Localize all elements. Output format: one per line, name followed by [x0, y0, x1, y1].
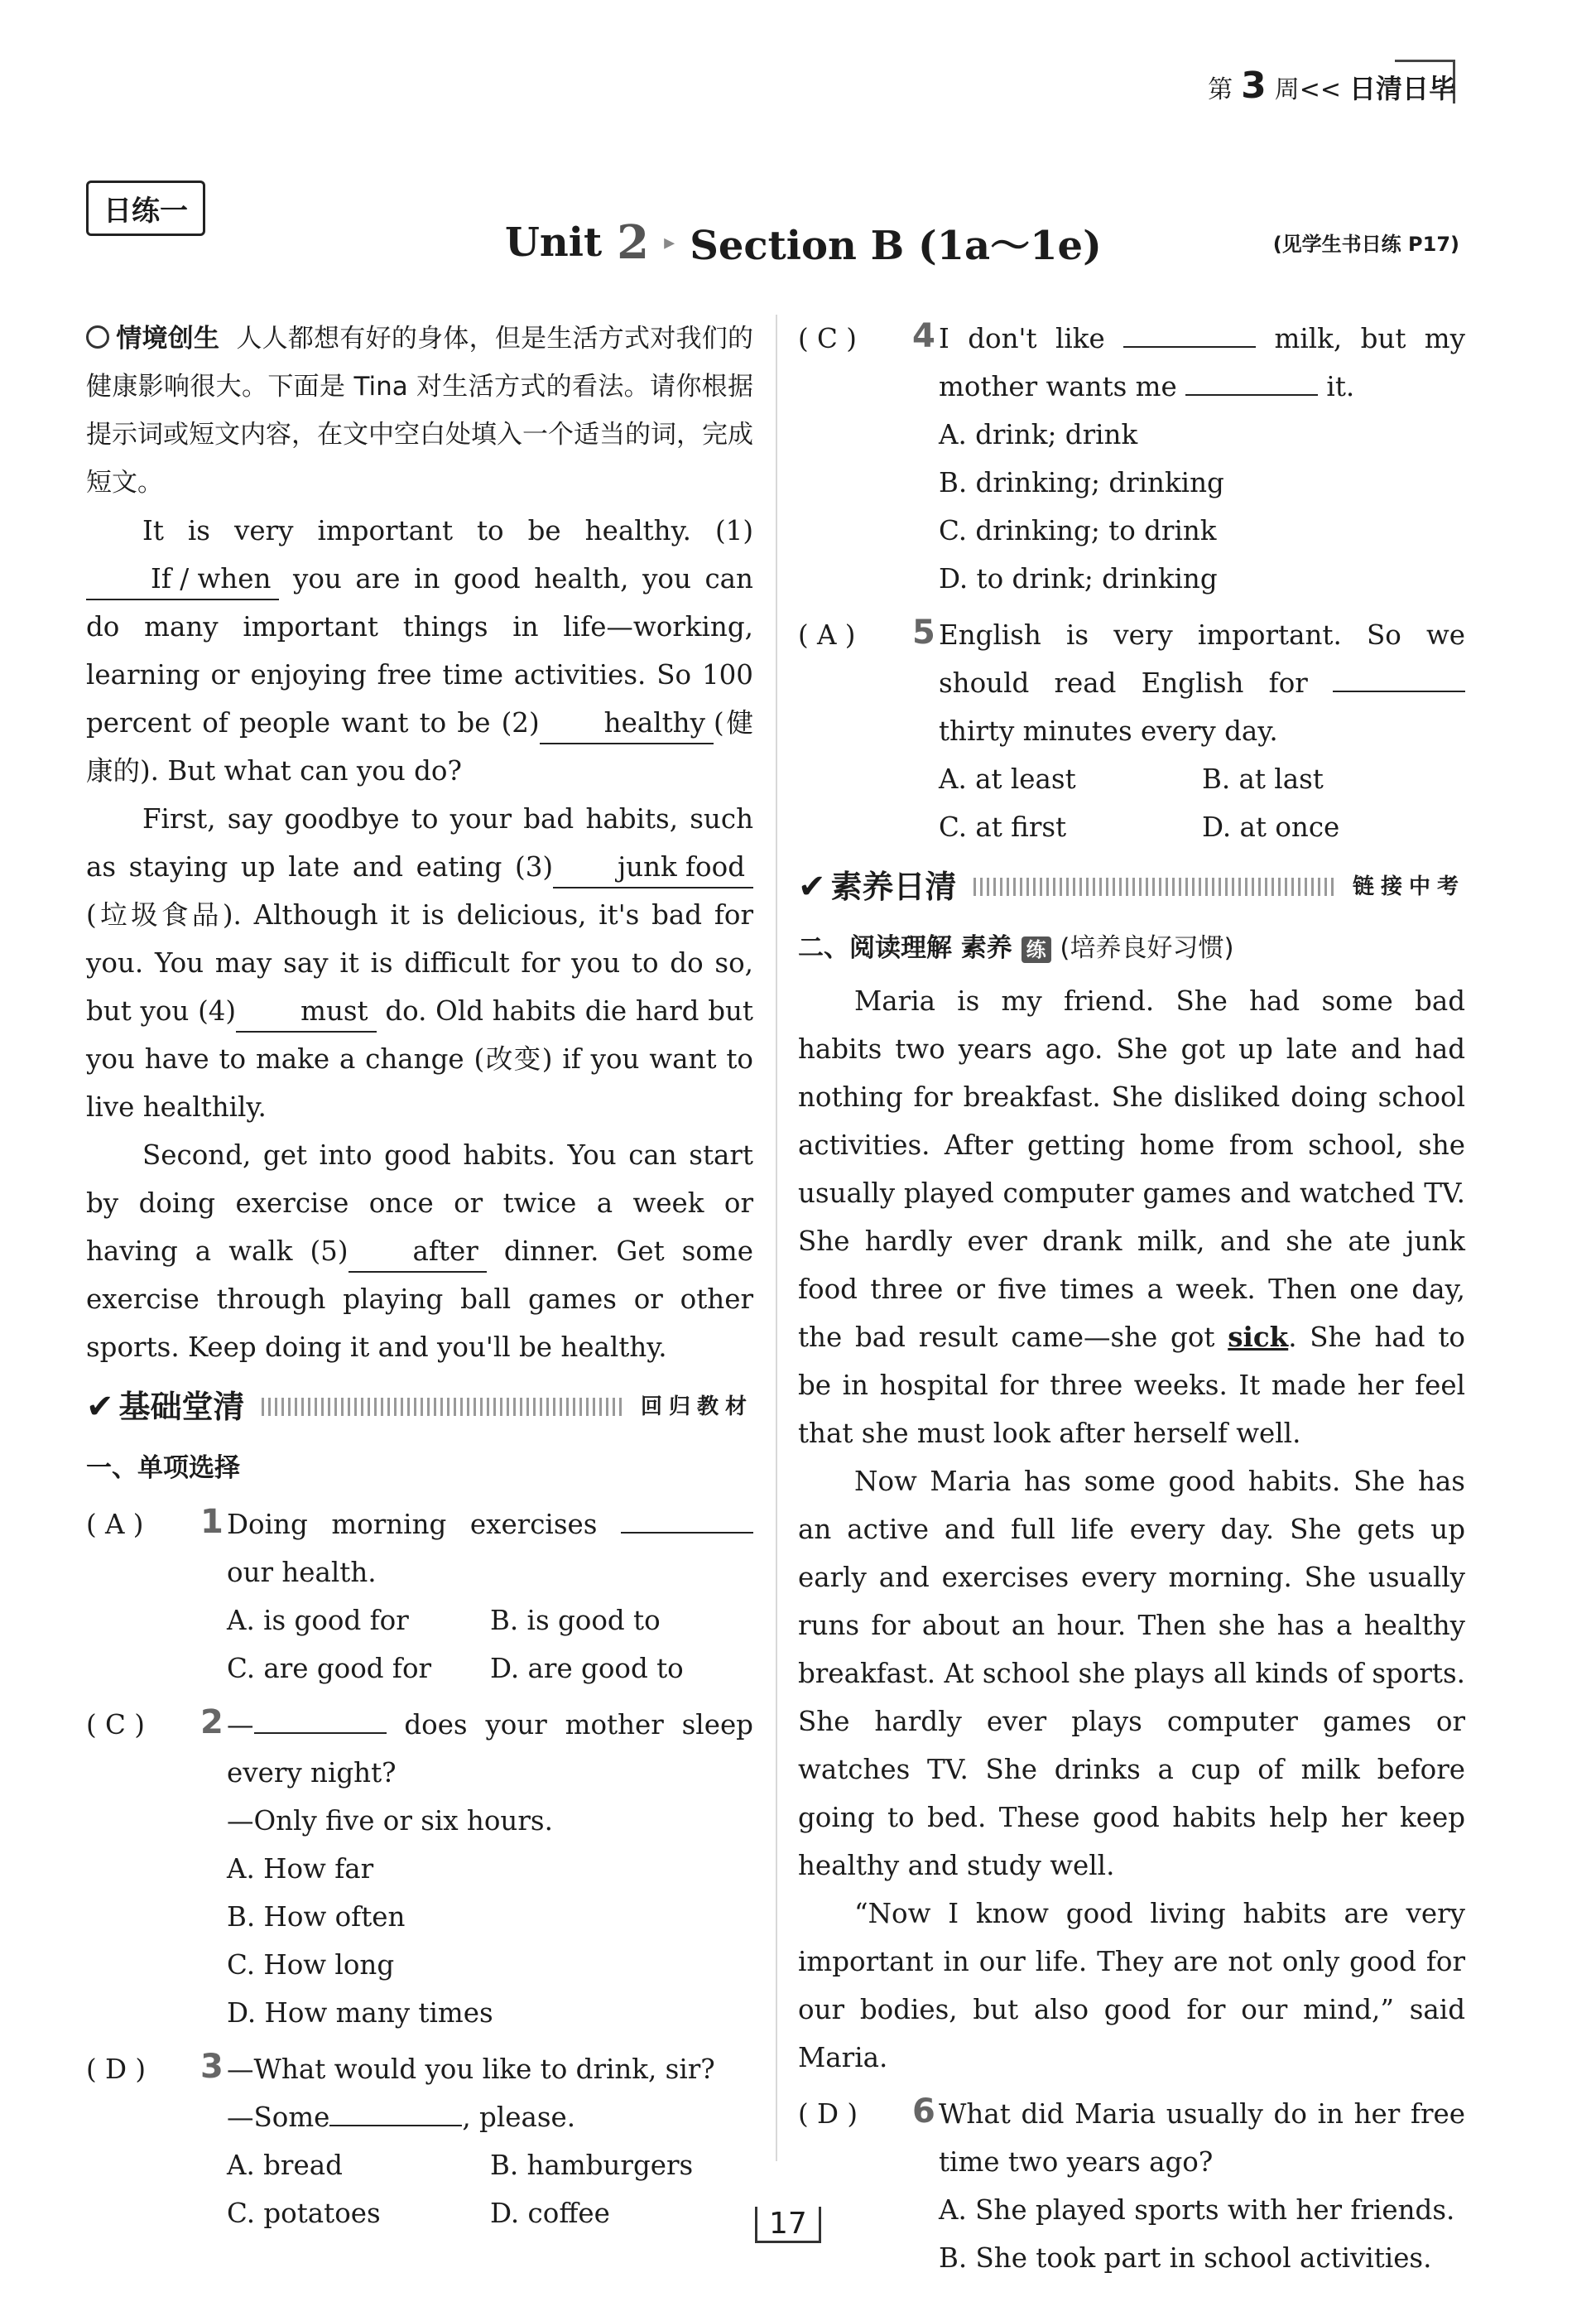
- answer-mark: ( C ): [798, 323, 857, 354]
- option-a: A. drink; drink: [939, 419, 1138, 450]
- answer-mark: ( D ): [86, 2054, 147, 2085]
- section-title: 基础堂清: [118, 1389, 245, 1425]
- reading-paragraph-3: “Now I know good living habits are very important in our life. They are not only good for our bodies, but also good for our mind,” said Maria.: [798, 1898, 1465, 2073]
- blank-answer-1: If / when: [86, 559, 279, 600]
- option-b: B. She took part in school activities.: [939, 2242, 1432, 2274]
- option-b: B. at last: [1202, 763, 1324, 795]
- check-icon: ✔: [798, 868, 826, 906]
- option-a: A. is good for: [227, 1605, 409, 1636]
- answer-mark: ( C ): [86, 1709, 145, 1741]
- options: [227, 1596, 753, 1692]
- options: [227, 2141, 753, 2237]
- blank-answer-5: after: [349, 1231, 487, 1273]
- option-a: A. She played sports with her friends.: [939, 2194, 1455, 2226]
- unit-number: 2: [617, 214, 650, 270]
- option-d: D. How many times: [227, 1997, 493, 2029]
- question-3: [86, 2045, 753, 2237]
- unit-title: [505, 214, 1102, 271]
- passage-text: (垃圾食品). Although it is delicious, it's bad for you. You may say it is difficult for you to do so, but you (4): [86, 899, 753, 1027]
- scene-intro: [86, 315, 753, 507]
- stem-text: , please.: [462, 2102, 576, 2133]
- blank-answer-4: must: [236, 991, 377, 1033]
- answer-blank: [1123, 346, 1256, 348]
- underlined-word: sick: [1228, 1321, 1289, 1353]
- left-column: [86, 315, 753, 2237]
- answer-blank: [329, 2125, 462, 2126]
- question-stem: What did Maria usually do in her free time two years ago?: [939, 2098, 1465, 2178]
- stem-text: English is very important. So we should read English for: [939, 619, 1465, 699]
- option-b: B. hamburgers: [490, 2150, 694, 2181]
- subhead-single-choice: 一、单项选择: [86, 1453, 240, 1483]
- stem-text: —: [227, 1709, 254, 1741]
- answer-blank: [1185, 394, 1318, 396]
- question-number: 3: [200, 2048, 224, 2086]
- option-a: A. at least: [939, 763, 1076, 795]
- reference-note: (见学生书日练 P17): [1272, 233, 1459, 256]
- answer-blank: [621, 1532, 753, 1534]
- week-prefix: 第: [1208, 75, 1233, 104]
- passage-text: (健康的). But what can you do?: [86, 707, 753, 787]
- section-tag: 链接中考: [1352, 874, 1465, 899]
- passage-text: First, say goodbye to your bad habits, such as staying up late and eating (3): [86, 803, 753, 883]
- section-tag: 回归教材: [640, 1394, 753, 1419]
- answer-blank: [1333, 691, 1465, 692]
- question-stem: [939, 611, 1465, 755]
- right-column: [798, 315, 1465, 2282]
- basic-section-header: [86, 1378, 753, 1436]
- decorative-stripe: [973, 878, 1336, 896]
- stem-text: it.: [1326, 371, 1355, 402]
- week-suffix: 周<<: [1274, 75, 1341, 104]
- option-d: D. at once: [1202, 811, 1340, 843]
- answer-mark: ( A ): [86, 1509, 144, 1540]
- options: [939, 411, 1465, 603]
- option-c: C. at first: [939, 811, 1067, 843]
- stem-text: milk, but my mother wants me: [939, 323, 1465, 402]
- passage-paragraph-3: [86, 1131, 753, 1371]
- reading-paragraph-2: Now Maria has some good habits. She has an active and full life every day. She gets up early and exercises every morning. She usually runs for about an hour. Then she has a healthy breakfast. At school she plays all kinds of sports. She hardly ever plays computer games or watches TV. She drinks a cup of milk before going to bed. These good habits help her keep healthy and study well.: [798, 1466, 1465, 1881]
- unit-label: Unit: [505, 219, 603, 266]
- question-number: 4: [912, 317, 935, 355]
- passage-text: Second, get into good habits. You can start by doing exercise once or twice a week or having a walk (5): [86, 1139, 753, 1267]
- passage-text: you are in good health, you can do many important things in life—working, learning or enjoying free time activities. So 100 percent of people want to be (2): [86, 563, 753, 739]
- question-4: [798, 315, 1465, 603]
- question-number: 1: [200, 1503, 224, 1541]
- reading-text: Maria is my friend. She had some bad habits two years ago. She got up late and had nothing for breakfast. She disliked doing school activities. After getting home from school, she usually played computer games and watched TV. She hardly ever drank milk, and she ate junk food three or five times a week. Then one day, the bad result came—she got: [798, 985, 1465, 1353]
- passage-text: do. Old habits die hard but you have to make a change (改变) if you want to live healthily.: [86, 995, 753, 1123]
- passage-paragraph-2: [86, 795, 753, 1131]
- page-number: 17: [755, 2207, 821, 2243]
- answer-mark: ( A ): [798, 619, 856, 651]
- question-stem: [939, 315, 1465, 411]
- stem-text: —Some: [227, 2102, 330, 2133]
- scene-intro-text: 人人都想有好的身体，但是生活方式对我们的健康影响很大。下面是 Tina 对生活方式的看法。请你根据提示词或短文内容，在文中空白处填入一个适当的词，完成短文。: [86, 324, 754, 498]
- stem-text: I don't like: [939, 323, 1105, 354]
- reading-text: . She had to be in hospital for three weeks. It made her feel that she must look after herself well.: [798, 1322, 1465, 1449]
- option-c: C. potatoes: [227, 2198, 381, 2229]
- option-a: A. How far: [227, 1853, 374, 1885]
- check-icon: ✔: [86, 1388, 114, 1426]
- decorative-stripe: [262, 1398, 624, 1416]
- answer-blank: [254, 1732, 387, 1734]
- passage-paragraph-1: [86, 507, 753, 795]
- blank-answer-3: junk food: [553, 847, 753, 888]
- options: [939, 2186, 1465, 2282]
- literacy-section-header: [798, 858, 1465, 916]
- option-d: D. coffee: [490, 2198, 610, 2229]
- option-b: B. How often: [227, 1901, 406, 1933]
- subhead-reading: [798, 924, 1465, 972]
- question-number: 2: [200, 1703, 224, 1741]
- question-stem: [227, 1500, 753, 1596]
- question-2: [86, 1701, 753, 2037]
- reading-paragraph-1: [798, 977, 1465, 1457]
- arrow-icon: ▸: [664, 229, 675, 255]
- option-d: D. to drink; drinking: [939, 563, 1218, 595]
- question-number: 6: [912, 2092, 935, 2131]
- stem-text: our health.: [227, 1557, 377, 1588]
- stem-text: does your mother sleep every night?: [227, 1709, 753, 1789]
- subhead-note: (培养良好习惯): [1060, 933, 1234, 963]
- week-number: 3: [1241, 65, 1267, 107]
- options: [227, 1845, 753, 2037]
- answer-mark: ( D ): [798, 2098, 858, 2130]
- stem-text: thirty minutes every day.: [939, 715, 1278, 747]
- scene-label: 情境创生: [116, 324, 220, 354]
- question-number: 5: [912, 614, 935, 652]
- question-5: [798, 611, 1465, 851]
- passage-text: It is very important to be healthy. (1): [142, 515, 753, 546]
- brand-label: 日清日毕: [1348, 73, 1455, 104]
- passage-text: dinner. Get some exercise through playing ball games or other sports. Keep doing it and you'll be healthy.: [86, 1235, 753, 1363]
- section-label: Section B (1a～1e): [690, 223, 1102, 269]
- practice-badge: 练: [1022, 937, 1051, 963]
- question-1: [86, 1500, 753, 1692]
- option-c: C. How long: [227, 1949, 395, 1981]
- section-title: 素养日清: [830, 869, 957, 905]
- option-d: D. are good to: [490, 1653, 684, 1684]
- stem-text: Doing morning exercises: [227, 1509, 598, 1540]
- subhead-text: 二、阅读理解: [798, 933, 952, 963]
- option-c: C. drinking; to drink: [939, 515, 1217, 546]
- question-response: —Only five or six hours.: [227, 1805, 553, 1837]
- week-header: [1208, 65, 1455, 107]
- option-b: B. is good to: [490, 1605, 661, 1636]
- options: [939, 755, 1465, 851]
- column-divider: [776, 315, 777, 2161]
- option-a: A. bread: [227, 2150, 343, 2181]
- option-c: C. are good for: [227, 1653, 432, 1684]
- option-b: B. drinking; drinking: [939, 467, 1224, 498]
- day-tag: 日练一: [86, 181, 205, 236]
- question-stem: —What would you like to drink, sir?: [227, 2054, 715, 2085]
- question-stem: [227, 1701, 753, 1797]
- subhead-literacy: 素养: [960, 933, 1012, 963]
- lightbulb-icon: [86, 325, 109, 349]
- question-6: [798, 2090, 1465, 2282]
- blank-answer-2: healthy: [540, 703, 714, 744]
- question-response: [227, 2093, 753, 2141]
